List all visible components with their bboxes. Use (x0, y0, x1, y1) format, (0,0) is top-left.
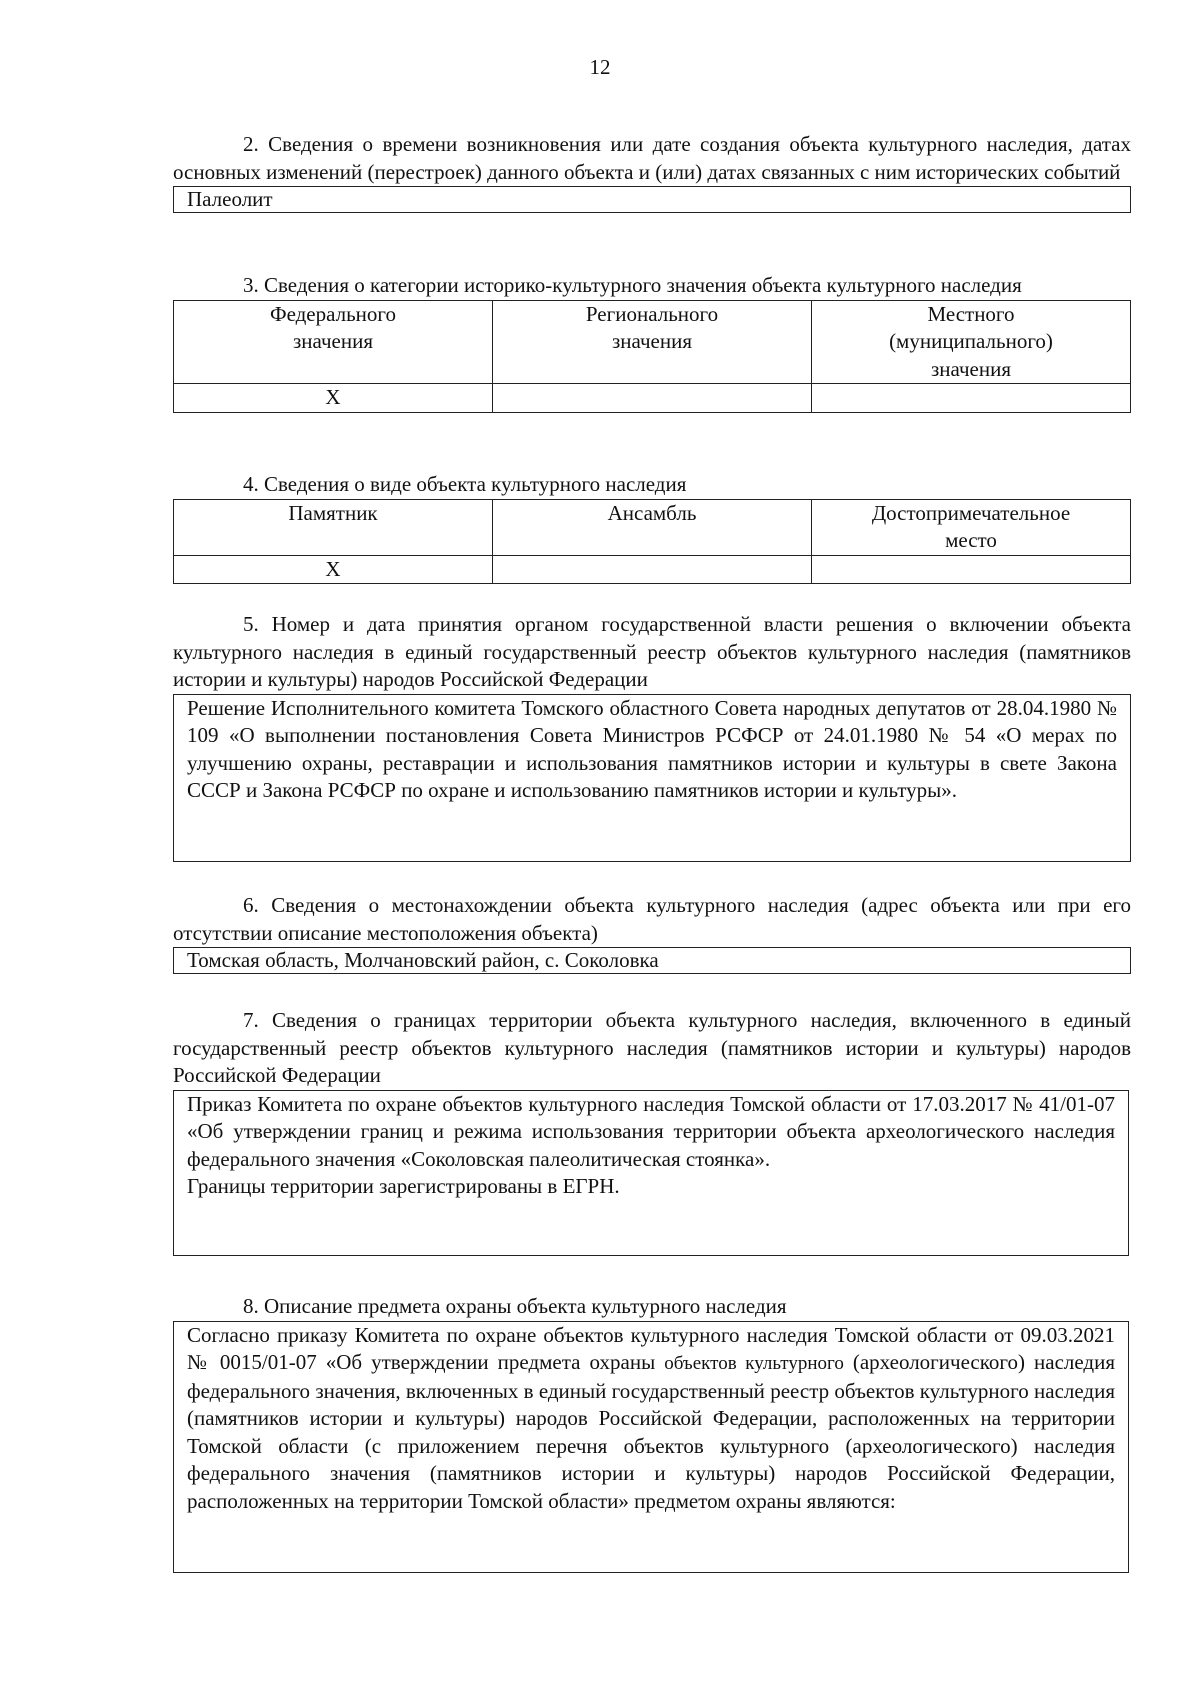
section-5-heading: 5. Номер и дата принятия органом государственной власти решения о включении объекта культурного наследия в единый государственный реестр объектов культурного наследия (памятников истории и культуры) народов Российской Федерации (173, 612, 1131, 691)
type-landmark-mark (812, 555, 1131, 584)
section-2-heading: 2. Сведения о времени возникновения или дате создания объекта культурного наследия, датах основных изменений (перестроек) данного объекта и (или) датах связанных с ним исторических событий (173, 132, 1131, 184)
type-table (173, 499, 1131, 585)
category-municipal-header: Местного (муниципального) значения (812, 300, 1131, 384)
section-2-value-box (173, 186, 1131, 213)
category-municipal-mark (812, 384, 1131, 413)
type-ensemble-mark (493, 555, 812, 584)
section-3 (173, 272, 1131, 413)
section-8-value-box (173, 1321, 1129, 1573)
section-8-value: Согласно приказу Комитета по охране объектов культурного наследия Томской области от 09.03.2021 № 0015/01-07 «Об утверждении предмета охраны объектов культурного (археологического) наследия федерального значения, включенных в единый государственный реестр объектов культурного наследия (памятников истории и культуры) народов Российской Федерации, расположенных на территории Томской области (с приложением перечня объектов культурного (археологического) наследия федерального значения (памятников истории и культуры) народов Российской Федерации, расположенных на территории Томской области» предметом охраны являются: (187, 1322, 1116, 1513)
section-3-heading: 3. Сведения о категории историко-культурного значения объекта культурного наследия (243, 273, 1022, 297)
section-7-heading: 7. Сведения о границах территории объекта культурного наследия, включенного в единый государственный реестр объектов культурного наследия (памятников истории и культуры) народов Российской Федерации (173, 1008, 1131, 1087)
section-6-value: Томская область, Молчановский район, с. Соколовка (187, 948, 659, 972)
category-regional-mark (493, 384, 812, 413)
section-7-value-order: Приказ Комитета по охране объектов культурного наследия Томской области от 17.03.2017 № 41/01-07 «Об утверждении границ и режима использования территории объекта археологического наследия федерального значения «Соколовская палеолитическая стоянка». (187, 1091, 1115, 1171)
section-7-value-egrn: Границы территории зарегистрированы в ЕГРН. (187, 1174, 620, 1198)
section-8-heading: 8. Описание предмета охраны объекта культурного наследия (243, 1294, 787, 1318)
section-7-value-box (173, 1090, 1129, 1256)
section-6-heading: 6. Сведения о местонахождении объекта культурного наследия (адрес объекта или при его отсутствии описание местоположения объекта) (173, 893, 1131, 945)
section-5-value-box (173, 694, 1131, 862)
category-regional-header: Регионального значения (493, 300, 812, 384)
section-2-value: Палеолит (187, 187, 273, 211)
section-7 (173, 1007, 1131, 1256)
section-6 (173, 892, 1131, 974)
section-5-value: Решение Исполнительного комитета Томского областного Совета народных депутатов от 28.04.1980 № 109 «О выполнении постановления Совета Министров РСФСР от 24.01.1980 № 54 «О мерах по улучшению охраны, реставрации и использования памятников истории и культуры в свете Закона СССР и Закона РСФСР по охране и использованию памятников истории и культуры». (187, 695, 1117, 802)
section-8 (173, 1293, 1131, 1573)
category-federal-header: Федерального значения (174, 300, 493, 384)
section-5 (173, 611, 1131, 862)
type-monument-mark: Х (174, 555, 493, 584)
section-4 (173, 471, 1131, 584)
section-4-heading: 4. Сведения о виде объекта культурного наследия (243, 472, 687, 496)
type-monument-header: Памятник (174, 499, 493, 555)
section-2 (173, 131, 1131, 213)
category-table (173, 300, 1131, 413)
category-federal-mark: Х (174, 384, 493, 413)
type-landmark-header: Достопримечательное место (812, 499, 1131, 555)
page-number: 12 (589, 55, 611, 79)
section-6-value-box (173, 947, 1131, 974)
type-ensemble-header: Ансамбль (493, 499, 812, 555)
